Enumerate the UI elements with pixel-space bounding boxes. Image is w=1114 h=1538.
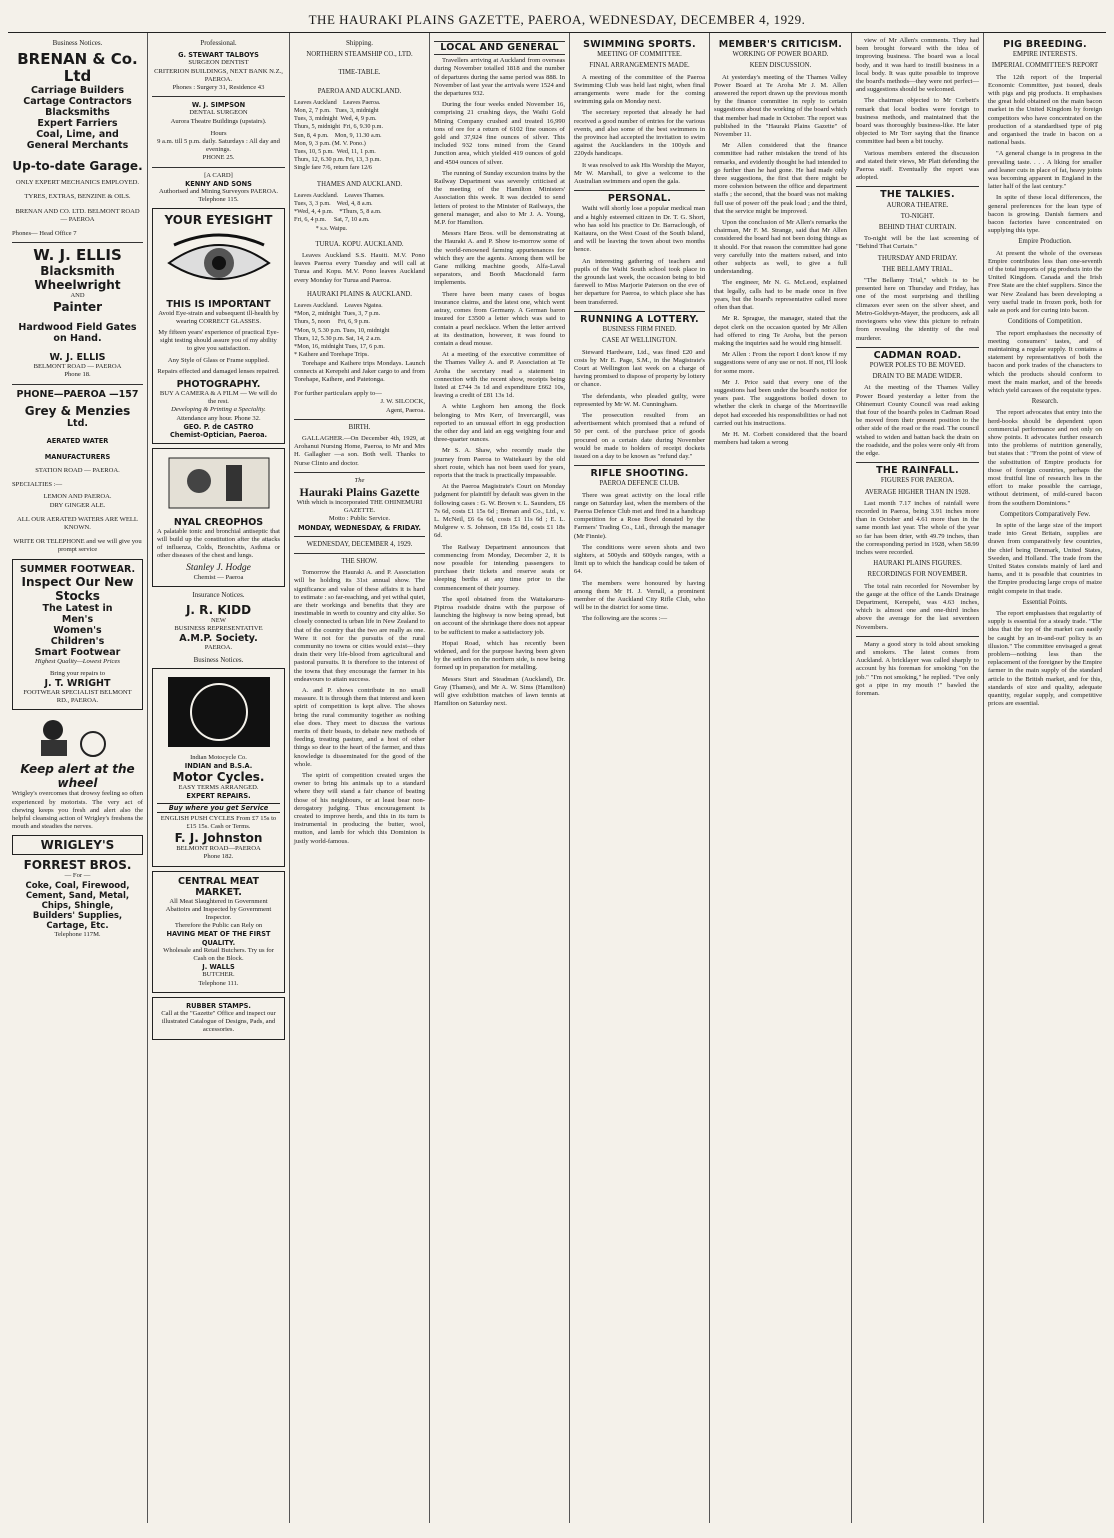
article-subhead: WORKING OF POWER BOARD. <box>732 51 829 59</box>
brenan-phones: Phones— Head Office 7 <box>12 230 77 238</box>
brenan-title: BRENAN & Co. Ltd <box>17 50 138 86</box>
further-line: For further particulars apply to— <box>294 390 382 398</box>
research-text <box>988 409 1102 507</box>
aerated-heading: AERATED WATER <box>46 436 109 445</box>
recordings-text <box>856 583 979 632</box>
ellis-phone: Phone 18. <box>64 371 91 379</box>
paragraph: Steward Hardware, Ltd., was fined £20 and costs by Mr E. Page, S.M., in the Magistrate's Court at Wellington last week on a charge of having promised to dispose of property by lottery or chance. <box>574 348 705 389</box>
column-local-general <box>430 33 570 1523</box>
conditions-text <box>988 330 1102 396</box>
schedule-line: * s.s. Waipu. <box>294 224 348 232</box>
motto-line: Motto : Public Service. <box>328 515 391 523</box>
paragraph: The defendants, who pleaded guilty, were represented by Mr W. M. Cunningham. <box>574 392 705 408</box>
eyesight-ad <box>152 208 285 444</box>
schedule-block <box>294 192 425 233</box>
column-professional <box>148 33 290 1523</box>
article-subhead: Empire Production. <box>1018 238 1072 246</box>
brenan-line: Carriage Builders <box>30 85 125 97</box>
paragraph: The engineer, Mr N. G. McLeod, explained that legally, calls had to be made once in five years, but the board's representative called more often than that. <box>714 279 847 312</box>
wrigley-text: Wrigley's overcomes that drowsy feeling so often experienced by motorists. The very act of chewing keeps you fresh and alert also the helpful cleansing action of Wrigley's freshens the mouth and steadies the nerves. <box>12 790 143 831</box>
bellamy-text <box>856 277 979 343</box>
brenan-line: Coal, Lime, and <box>36 129 119 141</box>
paragraph: Upon the conclusion of Mr Allen's remarks the chairman, Mr F. M. Strange, said that Mr Allen considered the board had not been doing things as it should. For that reason the committee had gone very carefully into the matters raised, and into other subjects as well, to give a full understanding. <box>714 219 847 276</box>
talboys-name: G. STEWART TALBOYS <box>178 51 259 60</box>
chemist-line: Chemist-Optician, Paeroa. <box>169 431 268 440</box>
wright-name: J. T. WRIGHT <box>44 678 111 690</box>
article-subhead: Research. <box>1031 398 1059 406</box>
paragraph: The members were honoured by having among them Mr H. J. Verrall, a prominent member of the Auckland City Rifle Club, who will be in the district for some time. <box>574 579 705 612</box>
paragraph: The report advocates that entry into the herd-books should be dependent upon commercial performance and not only on show points. It advocates further research into the problems of nutrition generally, but states that : "From the point of view of the substitution of Empire products for those of foreign countries, perhaps the most fruitful line of research lies in the effort to make possible the carriage, without detriment, of mild-cured bacon from the southern Dominions." <box>988 409 1102 507</box>
column-business-notices <box>8 33 148 1523</box>
paragraph: An interesting gathering of teachers and pupils of the Waihi South school took place in the grounds last week, the occasion being to bid farewell to Miss Marjorie Paterson on the eve of her departure for Paeroa, to which place she has been transferred. <box>574 257 705 306</box>
photography-heading: PHOTOGRAPHY. <box>176 379 261 391</box>
forrest-good: Chips, Shingle, <box>41 900 114 911</box>
phone-line: PHONE—PAEROA —157 <box>16 388 139 400</box>
schedule-block <box>294 99 425 173</box>
tyres-text: TYRES, EXTRAS, BENZINE & OILS. <box>24 193 131 201</box>
brenan-line: General Merchants <box>26 140 129 152</box>
forrest-good: Coke, Coal, Firewood, <box>25 880 130 891</box>
forrest-ad <box>12 858 143 938</box>
article-heading: RIFLE SHOOTING. <box>590 468 689 480</box>
article-heading: THE TALKIES. <box>880 189 955 201</box>
paragraph: At the meeting of the Thames Valley Power Board yesterday a letter from the Ohinemuri County Council was read asking that four of the board's poles in Cadman Road be moved from their present position to the other side of the road or the road. The council wished to widen and battan back the drain on the roadside, and the poles were only 4ft from the edge. <box>856 384 979 457</box>
turua-text: Leaves Auckland S.S. Hauiti. M.V. Pono leaves Paeroa every Tuesday and will call at Turua and Kopu. M.V. Pono leaves Auckland every Monday for Turua and Paeroa. <box>294 252 425 284</box>
torehape-text: Torehape and Kaihere trips Mondays. Launch connects at Kerepehi and Jaker cargo to and from Torehape, Kaihere, and Patetonga. <box>294 359 425 383</box>
turua-text-block <box>294 252 425 285</box>
eye-text: Avoid Eye-strain and subsequent ill-health by wearing CORRECT GLASSES. <box>158 309 279 325</box>
nyal-desc: A palatable tonic and bronchial antiseptic that will build up the constitution after the attacks of influenza, Colds, Bronchitis, Asthma or other diseases of the chest and lungs. <box>157 527 280 559</box>
latest-line: Children's <box>50 635 105 647</box>
all-our-line: ALL OUR AERATED WATERS ARE WELL KNOWN. <box>17 515 138 532</box>
schedule-line: *Mon, 2, midnight Tues, 3, 7 p.m. <box>294 310 381 318</box>
paragraph: The running of Sunday excursion trains by the Railway Department was severely criticised at the meeting of the Hamilton Ministers' Association this week. It was decided to send letters of protest to the Minister of Railways, the general manager, and also to Mr J. A. Young, M.P. for Hamilton. <box>434 169 565 227</box>
forrest-for: — For — <box>64 872 91 880</box>
incorporated-line: With which is incorporated THE OHINEMURI GAZETTE. <box>296 498 423 515</box>
schedule-line: * Kaihere and Torehape Trips. <box>294 351 369 359</box>
ginger-line: DRY GINGER ALE. <box>49 501 106 509</box>
castro-name: GEO. P. de CASTRO <box>183 422 254 431</box>
birth-heading: BIRTH. <box>348 423 371 431</box>
paragraph: There was great activity on the local rifle range on Saturday last, when the members of the Paeroa Defence Club met and fired in a handicap competition for a Rose Bowl donated by the Farmers' Trading Co., Ltd., through the manager (Mr Finnie). <box>574 491 705 540</box>
ellis-title: W. J. ELLIS <box>33 246 122 265</box>
paeroa-line: PAEROA. <box>204 644 233 652</box>
article-subhead: RECORDINGS FOR NOVEMBER. <box>867 571 968 579</box>
summer-footwear-ad <box>12 559 143 711</box>
forrest-title: FORREST BROS. <box>23 858 132 873</box>
torehape-block <box>294 360 425 385</box>
indian-logo-text: Indian Motocycle Co. <box>190 753 247 761</box>
criticism-text <box>714 74 847 448</box>
article-heading: MEMBER'S CRITICISM. <box>718 39 843 50</box>
paragraph: The Railway Department announces that commencing from Monday, December 2, it is now possible for intending passengers to purchase their tickets and reserve seats or sleeping berths at any time prior to the commencement of their journey. <box>434 543 565 592</box>
important-heading: THIS IS IMPORTANT <box>166 298 271 310</box>
days-line: MONDAY, WEDNESDAY, & FRIDAY. <box>298 523 421 532</box>
brenan-line: Expert Farriers <box>37 118 118 130</box>
paragraph: Mr H. M. Corbett considered that the board members had taken a wrong <box>714 430 847 447</box>
gazette-name: Hauraki Plains Gazette <box>299 484 420 499</box>
ellis-line: Blacksmith <box>40 264 115 279</box>
paragraph: A meeting of the committee of the Paeroa Swimming Club was held last night, when final arrangements were made for the coming swimming gala on Monday next. <box>574 73 705 106</box>
expert-line: EXPERT REPAIRS. <box>186 792 251 801</box>
simpson-name: W. J. SIMPSON <box>191 101 246 110</box>
chemist2-line: Chemist — Paeroa <box>193 573 244 581</box>
paragraph: Mr Allen considered that the finance committee had rather mistaken the trend of his remarks, and evidently thought he had intended to go further than he had gone. He had made only three suggestions, the first that there might be more cohesion between the office and department staffs ; the second, that the board was not making full use of power off the peak load ; and the third, that the service might be improved. <box>714 142 847 215</box>
column-talkies-rainfall <box>852 33 984 1523</box>
push-line: ENGLISH PUSH CYCLES From £7 15s to £15 15s. Cash or Terms. <box>160 814 277 830</box>
article-subhead: KEEN DISCUSSION. <box>749 62 812 70</box>
kenny-phone: Telephone 115. <box>198 196 239 204</box>
latest-line: The Latest in <box>42 602 113 614</box>
driver-illustration-icon <box>23 714 133 758</box>
grey-menzies-ad <box>12 389 143 555</box>
paragraph: Messrs Sturt and Steadman (Auckland), Dr. Gray (Thames), and Mr A. W. Sims (Hamilton) will give exhibition matches of lawn tennis at Hamilton on Saturday next. <box>434 675 565 708</box>
schedule-line: Leaves Auckland Leaves Paeroa. <box>294 98 381 106</box>
section-title: Business Notices. <box>52 39 103 47</box>
paragraph: In spite of the large size of the import trade into Great Britain, supplies are drawn from comparatively few countries, the chief being Denmark, United States, Sweden, and Holland. The trade from the United States consists mainly of lard and hams, and it is possible that countries in the Empire producing large crops of maize might compete in that trade. <box>988 521 1102 595</box>
brenan-ad <box>12 51 143 238</box>
terms-line: EASY TERMS ARRANGED. <box>178 784 259 792</box>
indian-bsa: INDIAN and B.S.A. <box>184 761 253 770</box>
motor-heading: Motor Cycles. <box>172 770 265 785</box>
johnston-name: F. J. Johnston <box>174 831 263 846</box>
dental-line: DENTAL SURGEON <box>189 109 248 117</box>
paeroa-auckland-heading: PAEROA AND AUCKLAND. <box>317 87 402 95</box>
stanley-name: Stanley J. Hodge <box>186 562 251 573</box>
masthead: THE HAURAKI PLAINS GAZETTE, PAEROA, WEDNESDAY, DECEMBER 4, 1929. <box>8 6 1106 33</box>
paragraph: The total rain recorded for November by the gauge at the office of the Lands Drainage Department, Kerepehi, was 4.63 inches, which is almost one and one-third inches above the average for the last seventeen Novembers. <box>856 582 979 631</box>
company-line: NORTHERN STEAMSHIP CO., LTD. <box>306 51 413 59</box>
eye-icon <box>164 231 274 291</box>
article-subhead: THE BELLAMY TRIAL. <box>882 265 953 273</box>
paragraph: At the Paeroa Magistrate's Court on Monday judgment for plaintiff by default was given in the following cases : G. W. Brown v. L. Saunders, £6 7s 6d, costs £1 15s 6d ; Brenan and Co., Ltd., v. L. McNeil, £6 6s 6d, costs £1 11s 6d ; E. L. Mulgrew v. S. Johnson, £8 15s 8d, costs £1 18s 6d. <box>434 483 565 540</box>
lemon-line: LEMON AND PAEROA. <box>43 493 112 501</box>
schedule-line: *Mon, 9, 5.30 p.m. Tues, 10, midnight <box>294 326 390 334</box>
hardwood-heading: Hardwood Field Gates on Hand. <box>18 322 137 345</box>
simpson-phone: PHONE 25. <box>202 154 235 162</box>
latest-line: Smart Footwear <box>34 646 121 658</box>
schedule-line: Thurs, 5, noon Fri, 6, 9 p.m. <box>294 318 370 326</box>
paragraph: Tomorrow the Hauraki A. and P. Association will be holding its 31st annual show. The significance and value of these affairs it is hard to estimate : so far-reaching, and yet withal quiet, are their workings and benefits that they are inestimable in worth to country and city alike. So closely connected is urban life in New Zealand to that of the country that the two are really as one. Were it not for the pursuits of the rural community no towns or cities would exist—they drain their very life-blood from agricultural and pastoral pursuits. It is therefore to the interest of the towns that they encourage the farmer in his endeavours to attain success. <box>294 569 425 683</box>
butcher-line: BUTCHER. <box>202 971 235 979</box>
hours-label: Hours <box>210 129 227 137</box>
central-title: CENTRAL MEAT MARKET. <box>178 875 259 898</box>
ellis-line: Painter <box>52 300 103 315</box>
meat-text: All Meat Slaughtered in Government Abattoirs and Inspected by Government Inspector. <box>165 897 272 921</box>
forrest-good: Builders' Supplies, <box>32 910 123 921</box>
paragraph: The secretary reported that already he had received a good number of entries for the various events, and also some of the best swimmers in the province had accepted the invitation to swim against the Aucklanders in the 100yds and 220yds handicaps. <box>574 109 705 158</box>
schedule-line: *Wed, 4, 4 p.m. *Thurs, 5, 8 a.m. <box>294 208 382 216</box>
forrest-good: Cartage, Etc. <box>46 920 109 931</box>
camera-text: BUY A CAMERA & A FILM — We will do the rest. <box>159 390 278 406</box>
quality-line: Highest Quality—Lowest Prices <box>35 657 120 665</box>
garage-heading: Up-to-date Garage. <box>12 159 143 174</box>
repairs-text: Repairs effected and damaged lenses repaired. <box>157 367 280 375</box>
schedule-line: Tues, 3, midnight Wed, 4, 9 p.m. <box>294 115 377 123</box>
article-heading: LOCAL AND GENERAL <box>434 41 565 55</box>
article-subhead: Competitors Comparatively Few. <box>999 510 1091 518</box>
simpson-ad <box>152 101 285 162</box>
eyesight-title: YOUR EYESIGHT <box>164 213 273 228</box>
paragraph: view of Mr Allen's comments. They had been brought forward with the idea of improving business. The board was a local body, and it was hard to instill business in a local body. It was quite possible to improve the board's methods—they were not perfect—and suggestions should be welcomed. <box>856 37 979 94</box>
article-subhead: FINAL ARRANGEMENTS MADE. <box>589 62 690 70</box>
smoking-text <box>856 641 979 698</box>
buy-line: Buy where you get Service <box>157 803 280 813</box>
write-line: WRITE OR TELEPHONE and we will give you prompt service <box>13 538 142 554</box>
indian-logo-icon <box>164 673 274 751</box>
kenny-name: KENNY AND SONS <box>185 179 252 188</box>
article-heading: PERSONAL. <box>607 193 672 205</box>
competitors-text <box>988 522 1102 596</box>
meat-market-ad <box>152 871 285 993</box>
surgeon-line: SURGEON DENTIST <box>188 59 249 67</box>
business-section: Business Notices. <box>193 655 244 664</box>
schedule-line: Tues, 10, 5 p.m. Wed, 11, 1 p.m. <box>294 148 376 156</box>
paragraph: Various members entered the discussion and stated their views, Mr Platt defending the Paeroa staff. Eventually the report was adopted. <box>856 149 979 182</box>
johnston-address: BELMONT ROAD—PAEROA <box>176 845 261 853</box>
brenan-line: Blacksmiths <box>45 107 110 119</box>
paragraph: Many a good story is told about smoking and smokers. The latest comes from Auckland. A bricklayer was called sharply to account by his foreman for smoking "on the job." "I'm not smoking," he replied. "I've only got a pipe in my mouth !" bawled the foreman. <box>856 640 979 698</box>
schedule-line: Tues, 3, 3 p.m. Wed, 4, 8 a.m. <box>294 200 373 208</box>
having-line: HAVING MEAT OF THE FIRST QUALITY. <box>166 930 271 947</box>
brenan-address: BRENAN AND CO. LTD. BELMONT ROAD — PAEROA <box>15 207 140 223</box>
column-shipping <box>290 33 430 1523</box>
nyal-title: NYAL CREOPHOS <box>173 516 264 528</box>
style-text: Any Style of Glass or Frame supplied. <box>167 356 270 364</box>
personal-text <box>574 205 705 306</box>
developing-text: Developing & Printing a Speciality. <box>171 406 266 414</box>
grey-title: Grey & Menzies <box>24 403 131 418</box>
kenny-desc: Authorised and Mining Surveyors PAEROA. <box>159 188 278 196</box>
paragraph: The 12th report of the Imperial Economic Committee, just issued, deals with pigs and pig products. It emphasises the great hold obtained on the main bacon market in the United Kingdom by foreign competitors who have concentrated on the production of a standardised type of pig and organised the trade in bacon on a national basis. <box>988 73 1102 147</box>
therefore-line: Therefore the Public can Rely on <box>174 922 263 930</box>
show-heading: THE SHOW. <box>341 557 378 565</box>
latest-line: Women's <box>53 624 102 636</box>
hours-line: 9 a.m. till 5 p.m. daily. Saturdays : All day and evenings. <box>157 138 280 154</box>
paragraph: Mr R. Sprague, the manager, stated that the depot clerk on the occasion quoted by Mr Allen had offered to ring Te Aroha, but the person making the inquiries said he would ring himself. <box>714 315 847 347</box>
thames-auckland-heading: THAMES AND AUCKLAND. <box>316 180 403 188</box>
paragraph: The chairman objected to Mr Corbett's remark that local bodies were foreign to business methods, and maintained that the board was thoroughly business-like. He later objected to Mr Torr saying that the finance committee had been a bit touchy. <box>856 97 979 146</box>
ellis-line: AND <box>70 292 85 300</box>
article-subhead: MEETING OF COMMITTEE. <box>597 51 682 59</box>
schedule-line: Single fare 7/6, return fare 12/6 <box>294 164 373 172</box>
article-subhead: FIGURES FOR PAEROA. <box>880 477 955 485</box>
kenny-ad <box>152 172 285 205</box>
paragraph: In spite of these local differences, the general preferences for the lean type of bacon is growing. Danish farmers and bacon factories have concentrated on supplying this type. <box>988 194 1102 235</box>
section-title: Professional. <box>200 39 237 47</box>
schedule-line: Mon, 9, 3 p.m. (M. V. Pono.) <box>294 139 366 147</box>
keep-alert-heading: Keep alert at the wheel <box>20 762 135 791</box>
article-subhead: IMPERIAL COMMITTEE'S REPORT <box>991 62 1099 70</box>
schedule-line: Leaves Auckland. Leaves Thames. <box>294 191 385 199</box>
turua-heading: TURUA. KOPU. AUCKLAND. <box>315 240 404 248</box>
paragraph: The prosecution resulted from an advertisement which promised that a refund of 50 per cent. of the purchase price of goods procured on a certain date during November would be made to holders of receipt dockets issued on a day to be known as "refund day." <box>574 411 705 460</box>
paragraph: At present the whole of the overseas Empire contributes less than one-seventh of the total imports of pig products into the United Kingdom. Canada and the Irish Free State are the chief suppliers. Since the war New Zealand has been developing a very useful trade in frozen pork, both for sale as pork and for curing into bacon. <box>988 249 1102 315</box>
johnston-phone: Phone 182. <box>203 853 234 861</box>
paragraph: The conditions were seven shots and two sighters, at 500yds and 600yds ranges, with a limit up to which the handicap could be taken of 64. <box>574 543 705 576</box>
experience-text: My fifteen years' experience of practical Eye-sight testing should assure you of my ability to give you satisfaction. <box>158 329 279 353</box>
paragraph: Messrs Hare Bros. will be demonstrating at the Hauraki A. and P. Show to-morrow some of the world-renowned farming appurtenances for which they are the agents. Among them will be Gane milking machine goods, Alfa-Laval separators, and Booth Macdonald farm implements. <box>434 230 565 287</box>
article-subhead: EMPIRE INTERESTS. <box>1012 51 1078 59</box>
rainfall-text <box>856 500 979 557</box>
silcock-name: J. W. SILCOCK, <box>380 398 425 406</box>
latest-line: Men's <box>61 613 94 625</box>
manufacturers-heading: MANUFACTURERS <box>44 452 111 461</box>
article-heading: SWIMMING SPORTS. <box>583 39 696 50</box>
summer-title: SUMMER FOOTWEAR. <box>19 563 136 575</box>
paragraph: The following are the scores :— <box>582 615 668 623</box>
schedule-line: Fri, 6, 4 p.m. Sat, 7, 10 a.m. <box>294 216 370 224</box>
wrigley-ad <box>12 714 143 855</box>
production-text <box>988 250 1102 316</box>
ellis-address: BELMONT ROAD — PAEROA <box>33 363 122 371</box>
birth-block <box>294 435 425 468</box>
kidd-ad <box>152 603 285 653</box>
article-subhead: BUSINESS FIRM FINED. <box>602 326 677 334</box>
article-subhead: HAURAKI PLAINS FIGURES. <box>873 560 962 568</box>
article-heading: CADMAN ROAD. <box>873 349 962 361</box>
paragraph: At yesterday's meeting of the Thames Valley Power Board at Te Aroha Mr J. M. Allen answered the report drawn up the previous month by the finance committee in reply to certain suggestions about the working of the board which that member had made in October. The report was published in the "Hauraki Plains Gazette" of November 11. <box>714 73 847 139</box>
show-text <box>294 569 425 846</box>
schedule-line: Leaves Auckland. Leaves Ngatea. <box>294 302 383 310</box>
paragraph: The report emphasises that regularity of supply is essential for a steady trade. "The idea that the top of the market can easily be caught by an in-and-out' policy is an illusion." The committee envisaged a great problem—nothing less than the replacement of the foreigner by the Empire farmer in the main supply of the standard article to the British market, and for this, standards of size and quality, adequate quantity, regular supply, and competitive prices are essential. <box>988 610 1102 708</box>
rifle-text <box>574 492 705 624</box>
new-line: NEW <box>210 616 226 624</box>
paragraph: The spoil obtained from the Waitakaruru-Pipiroa roadside drains with the purpose of launching the highway is now being spread, but on account of the shrinkage there does not appear to be sufficient to make a satisfactory job. <box>434 595 565 636</box>
forrest-good: Cement, Sand, Metal, <box>25 890 130 901</box>
rubber-title: RUBBER STAMPS. <box>186 1001 251 1010</box>
article-subhead: POWER POLES TO BE MOVED. <box>869 361 966 369</box>
schedule-line: Thurs, 5, midnight Fri, 6, 9.30 p.m. <box>294 123 384 131</box>
article-subhead: AVERAGE HIGHER THAN IN 1928. <box>864 488 971 496</box>
essential-text <box>988 610 1102 708</box>
article-heading: PIG BREEDING. <box>1003 39 1087 50</box>
gazette-nameplate <box>294 477 425 532</box>
criterion-line: CRITERION BUILDINGS, NEXT BANK N.Z., PAEROA. <box>154 67 283 83</box>
wholesale-line: Wholesale and Retail Butchers. Try us for Cash on the Block. <box>163 946 274 962</box>
paragraph: Hopai Road, which has recently been widened, and for the purpose having been given by the settlers on the northern side, is now being formed up in preparation for metalling. <box>434 639 565 672</box>
wright-spec: FOOTWEAR SPECIALIST BELMONT RD., PAEROA. <box>23 689 132 705</box>
schedule-line: Thurs, 12, 5.30 p.m. Sat, 14, 2 a.m. <box>294 334 382 342</box>
column-member-criticism <box>710 33 852 1523</box>
paragraph: To-night will be the last screening of "Behind That Curtain." <box>856 235 979 251</box>
lottery-text <box>574 349 705 462</box>
wrigleys-logo: WRIGLEY'S <box>12 835 143 855</box>
talkies-text <box>856 235 979 251</box>
schedule-line: *Mon, 16, midnight Tues, 17, 6 p.m. <box>294 343 385 351</box>
column-pig-breeding <box>984 33 1106 1523</box>
pig-text <box>988 74 1102 236</box>
article-heading: THE RAINFALL. <box>876 465 959 477</box>
article-subhead: CASE AT WELLINGTON. <box>602 337 677 345</box>
rubber-text: Call at the "Gazette" Office and inspect our illustrated Catalogue of Designs, Pads, and accessories. <box>161 1009 276 1034</box>
paragraph: Travellers arriving at Auckland from overseas during November totalled 1818 and the number of departures during the same period was 888. In November of last year the arrivals were 1524 and the departures 932. <box>434 57 565 98</box>
attendance-text: Attendance any hour. Phone 32. <box>176 414 261 422</box>
hauraki-heading: HAURAKI PLAINS & AUCKLAND. <box>307 290 412 298</box>
walls-name: J. WALLS <box>202 963 235 972</box>
mechanics-text: ONLY EXPERT MECHANICS EMPLOYED. <box>15 179 140 187</box>
ellis-ad <box>12 247 143 379</box>
swim-text <box>574 74 705 187</box>
birth-text: GALLAGHER.—On December 4th, 1929, at Arohanui Nursing Home, Paeroa, to Mr and Mrs H. Gallagher —a son. Both well. Thanks to Nurse Clinto and doctor. <box>294 434 425 467</box>
indian-ad <box>152 668 285 867</box>
repairs-line: Bring your repairs to <box>49 669 106 677</box>
talboys-ad <box>152 51 285 92</box>
amp-line: A.M.P. Society. <box>179 633 258 645</box>
article-heading: RUNNING A LOTTERY. <box>580 313 699 325</box>
article-subhead: DRAIN TO BE MADE WIDER. <box>872 373 963 381</box>
rubber-stamps-ad <box>152 997 285 1040</box>
paragraph: Mr Allen : From the report I don't know if my suggestions were of any use or not. If not, I'll look for some more. <box>714 351 847 375</box>
paragraph: Waihi will shortly lose a popular medical man and a highly esteemed citizen in Dr. T. G. Short, who has sold his practice to Dr. Barraclough, of Kaitaura, on the West Coast of the South Island, and will be leaving the town about two months hence. <box>574 205 705 254</box>
cadman-text <box>856 384 979 458</box>
paragraph: Last month 7.17 inches of rainfall were recorded in Paeroa, being 3.91 inches more than in October and 4.61 more than in the same month last year. The whole of the year so far has been drier, with 49.79 inches, than the corresponding period in 1928, when 58.99 inches were recorded. <box>856 499 979 556</box>
insurance-section: Insurance Notices. <box>192 590 245 599</box>
paragraph: The report emphasises the necessity of meeting consumers' tastes, and of maintaining a regular supply. It contains a statement by representatives of both the bacon and pork trades of the characters to which the products should conform to meet the main market, and of the breeds which yield carcases of the requisite types. <box>988 329 1102 394</box>
local-general-text <box>434 57 565 708</box>
column-swimming <box>570 33 710 1523</box>
grey-ltd: Ltd. <box>66 417 88 429</box>
kidd-name: J. R. KIDD <box>185 602 252 617</box>
brenan-line: Cartage Contractors <box>23 96 132 108</box>
rep-line: BUSINESS REPRESENTATIVE <box>174 625 263 633</box>
paragraph: The spirit of competition created urges the owner to bring his animals up to a standard where they will stand a fair chance of beating those of his neighbours, or at least bear non-derogatory judging. Thus encouragement is created to improve herds, and this in its turn is instrumental in producing the butter, wool, mutton, and lamb for which this Dominion is justly world-famous. <box>294 772 425 845</box>
date-line: WEDNESDAY, DECEMBER 4, 1929. <box>306 540 413 548</box>
schedule-line: Sun, 8, 4 p.m. Mon, 9, 11.30 a.m. <box>294 131 382 139</box>
timetable-heading: TIME-TABLE. <box>338 69 381 77</box>
agent-line: Agent, Paeroa. <box>386 406 425 414</box>
forrest-phone: Telephone 117M. <box>54 930 101 938</box>
paragraph: During the four weeks ended November 16, comprising 21 crushing days, the Waihi Gold Mining Company crushed and treated 16,990 tons of ore for a return of 6102 fine ounces of gold and 37,924 fine ounces of silver. This included 932 tons mined from the Grand Junction area, which yielded 419 ounces of gold and 4504 ounces of silver. <box>434 101 565 166</box>
ellis-line: Wheelwright <box>34 278 121 293</box>
ellis-name: W. J. ELLIS <box>49 352 106 364</box>
article-subhead: BEHIND THAT CURTAIN. <box>878 224 957 232</box>
card-label: [A CARD] <box>204 171 233 179</box>
the-line: The <box>354 476 365 484</box>
paragraph: There have been many cases of bogus insurance claims, and the latest one, which went astray, comes from Germany. A German baron insured for £3500 a letter which was said to contain a pearl necklace. When the letter arrived at its destination, however, it was found to contain a dead mouse. <box>434 290 565 347</box>
schedule-line: Mon, 2, 7 p.m. Tues, 3, midnight <box>294 107 379 115</box>
section-title: Shipping. <box>345 39 374 47</box>
paragraph: It was resolved to ask His Worship the Mayor, Mr W. Marshall, to give a welcome to the Australian swimmers and open the gala. <box>574 161 705 186</box>
criticism-continued <box>856 37 979 182</box>
paragraph: "A general change is in progress in the prevailing taste. . . . A liking for smaller and leaner cuts in place of fat, heavy joints was becoming apparent in England in the latter half of the last century." <box>988 150 1102 191</box>
nyal-illustration-icon <box>164 453 274 513</box>
walls-phone: Telephone 111. <box>198 979 239 987</box>
schedule-block <box>294 302 425 359</box>
article-subhead: Conditions of Competition. <box>1007 318 1083 326</box>
paragraph: "The Bellamy Trial," which is to be presented here on Thursday and Friday, has one of the most surprising and thrilling climaxes ever seen on the silver sheet, and Metro-Goldwyn-Mayer, the producers, ask all moviegoers who view this picture to refrain from revealing the identity of the real murderer. <box>856 277 979 342</box>
paragraph: A. and P. shows contribute in no small measure. It is through them that interest and keen spirit of competition is kept alive. The shows bring the rural community together as nothing else does. They meet to discuss the various merits of their beasts, to debate new methods of feeding, treating pasture, and a host of other things so dear to the heart of the farmer, and thus knowledge is disseminated for the good of the whole. <box>294 687 425 768</box>
talboys-phones: Phones : Surgery 31, Residence 43 <box>172 84 265 92</box>
aurora-line: Aurora Theatre Buildings (upstairs). <box>170 117 267 125</box>
article-subhead: TO-NIGHT. <box>900 212 935 220</box>
station-address: STATION ROAD — PAEROA. <box>35 467 120 475</box>
columns <box>8 33 1106 1523</box>
paragraph: Mr S. A. Shaw, who recently made the journey from Paeroa to Waitekauri by the old short route, which has not been used for years, reports that the track is practically impassable. <box>434 447 565 479</box>
article-subhead: THURSDAY AND FRIDAY. <box>877 254 958 262</box>
nyal-ad <box>152 448 285 586</box>
specialties-label: SPECIALTIES :— <box>12 481 63 489</box>
article-subhead: AURORA THEATRE. <box>886 201 949 209</box>
paragraph: At a meeting of the executive committee of the Thames Valley A. and P. Association at Te Aroha the secretary read a statement in connection with the recent show, receipts being listed at £744 3s 1d and expenditure £662 10s, leaving a credit of £81 13s 1d. <box>434 351 565 400</box>
article-subhead: Essential Points. <box>1022 598 1068 606</box>
inspect-line: Inspect Our New Stocks <box>21 574 134 603</box>
paragraph: Mr J. Price said that every one of the suggestions had been under the board's notice for years past. The suggestions boiled down to whether the clerk in charge of the Morrinsville depot had exceeded his responsibilities or had not carried out his instructions. <box>714 378 847 427</box>
article-subhead: PAEROA DEFENCE CLUB. <box>599 480 680 488</box>
schedule-line: Thurs, 12, 6.30 p.m. Fri, 13, 3 p.m. <box>294 156 381 164</box>
paragraph: A white Leghorn hen among the flock belonging to Mrs Kerr, of Invercargill, was reported to an unusual effort in egg production the other day and laid an egg weighing four and three-quarter ounces. <box>434 403 565 444</box>
